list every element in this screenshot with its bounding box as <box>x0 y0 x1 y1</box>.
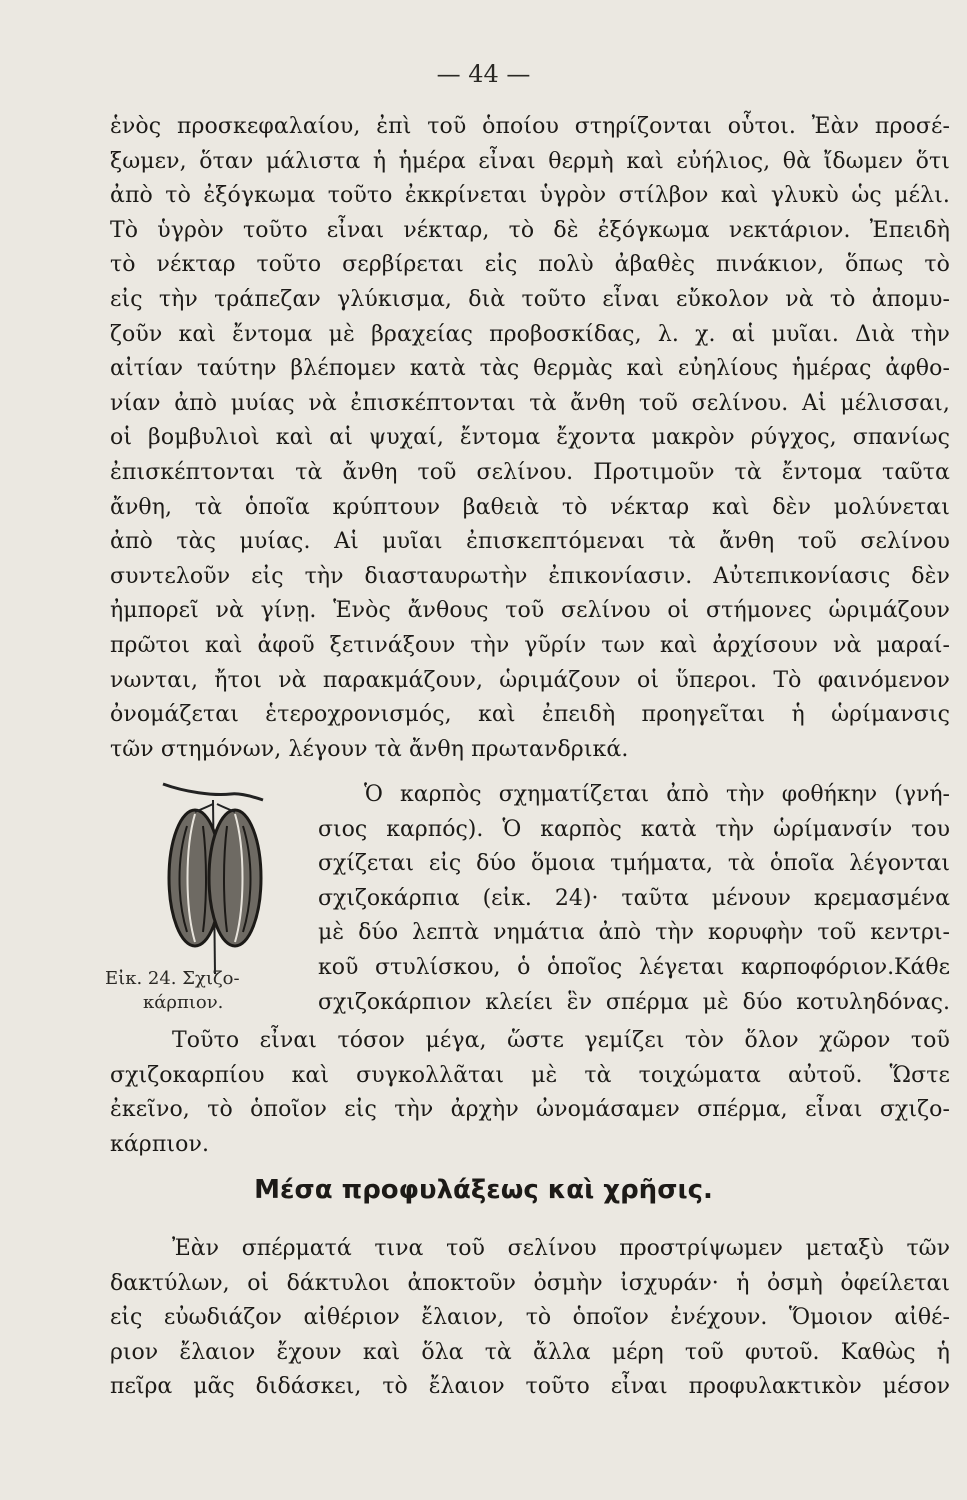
text-line: ὀνομάζεται ἑτεροχρονισμός, καὶ ἐπειδὴ προηγεῖται ἡ ὡρίμανσις <box>110 702 950 728</box>
text-line: ξωμεν, ὅταν μάλιστα ἡ ἡμέρα εἶναι θερμὴ καὶ εὐήλιος, θὰ ἴδωμεν ὅτι <box>110 148 950 174</box>
text-line: πεῖρα μᾶς διδάσκει, τὸ ἔλαιον τοῦτο εἶναι προφυλακτικὸν μέσον <box>110 1374 950 1400</box>
section-heading: Μέσα προφυλάξεως καὶ χρῆσις. <box>254 1175 713 1205</box>
text-line: ἐκεῖνο, τὸ ὁποῖον εἰς τὴν ἀρχὴν ὠνομάσαμεν σπέρμα, εἶναι σχιζο- <box>110 1097 950 1123</box>
text-line: οἱ βομβυλιοὶ καὶ αἱ ψυχαί, ἔντομα ἔχοντα μακρὸν ρύγχος, σπανίως <box>110 425 950 451</box>
text-line: Ὁ καρπὸς σχηματίζεται ἀπὸ τὴν φοθήκην (γνή- <box>364 782 950 807</box>
text-line: σχιζοκαρπίου καὶ συγκολλᾶται μὲ τὰ τοιχώματα αὐτοῦ. Ὥστε <box>110 1062 950 1088</box>
text-line: νίαν ἀπὸ μυίας νὰ ἐπισκέπτονται τὰ ἄνθη τοῦ σελίνου. Αἱ μέλισσαι, <box>110 390 950 416</box>
paragraph-2-side <box>318 778 950 1020</box>
text-line: ἐπισκέπτονται τὰ ἄνθη τοῦ σελίνου. Προτιμοῦν τὰ ἔντομα ταῦτα <box>110 459 950 485</box>
text-line: ἠμπορεῖ νὰ γίνῃ. Ἑνὸς ἄνθους τοῦ σελίνου οἱ στήμονες ὡριμάζουν <box>110 598 950 624</box>
paragraph-3 <box>110 1232 950 1405</box>
paragraph-1 <box>110 110 950 767</box>
paragraph-2-continued <box>110 1024 950 1162</box>
text-line: ἑνὸς προσκεφαλαίου, ἐπὶ τοῦ ὁποίου στηρίζονται οὗτοι. Ἐὰν προσέ- <box>110 114 950 139</box>
text-line: δακτύλων, οἱ δάκτυλοι ἀποκτοῦν ὀσμὴν ἰσχυράν· ἡ ὀσμὴ ὀφείλεται <box>110 1270 950 1296</box>
text-line: τὸ νέκταρ τοῦτο σερβίρεται εἰς πολὺ ἀβαθὲς πινάκιον, ὅπως τὸ <box>110 252 950 278</box>
text-line: Ἐὰν σπέρματά τινα τοῦ σελίνου προστρίψωμεν μεταξὺ τῶν <box>172 1236 950 1261</box>
text-line: Τὸ ὑγρὸν τοῦτο εἶναι νέκταρ, τὸ δὲ ἐξόγκωμα νεκτάριον. Ἐπειδὴ <box>110 217 950 243</box>
text-line: τῶν στημόνων, λέγουν τὰ ἄνθη πρωτανδρικά. <box>110 736 629 762</box>
text-line: ριον ἔλαιον ἔχουν καὶ ὅλα τὰ ἄλλα μέρη τοῦ φυτοῦ. Καθὼς ἡ <box>110 1339 950 1365</box>
text-line: Τοῦτο εἶναι τόσον μέγα, ὥστε γεμίζει τὸν ὅλον χῶρον τοῦ <box>172 1028 950 1053</box>
text-line: σχιζοκάρπια (εἰκ. 24)· ταῦτα μένουν κρεμασμένα <box>318 885 950 911</box>
text-line: μὲ δύο λεπτὰ νημάτια ἀπὸ τὴν κορυφὴν τοῦ κεντρι- <box>318 920 950 946</box>
text-line: κάρπιον. <box>110 1131 210 1157</box>
text-line: σχιζοκάρπιον κλείει ἓν σπέρμα μὲ δύο κοτυληδόνας. <box>318 989 950 1015</box>
text-line: συντελοῦν εἰς τὴν διασταυρωτὴν ἐπικονίασιν. Αὐτεπικονίασις δὲν <box>110 563 950 589</box>
text-line: ζοῦν καὶ ἔντομα μὲ βραχείας προβοσκίδας, λ. χ. αἱ μυῖαι. Διὰ τὴν <box>110 321 950 347</box>
text-line: ἄνθη, τὰ ὁποῖα κρύπτουν βαθειὰ τὸ νέκταρ καὶ δὲν μολύνεται <box>110 494 950 520</box>
text-line: σιος καρπός). Ὁ καρπὸς κατὰ τὴν ὡρίμανσίν του <box>318 816 950 842</box>
text-line: εἰς εὐωδιάζον αἰθέριον ἔλαιον, τὸ ὁποῖον ἐνέχουν. Ὅμοιον αἰθέ- <box>110 1305 950 1331</box>
text-line: κοῦ στυλίσκου, ὁ ὁποῖος λέγεται καρποφόριον.Κάθε <box>318 954 950 980</box>
text-line: ἀπὸ τὸ ἐξόγκωμα τοῦτο ἐκκρίνεται ὑγρὸν στίλβον καὶ γλυκὺ ὡς μέλι. <box>110 183 950 209</box>
figure-caption: Εἰκ. 24. Σχιζο- <box>105 968 240 989</box>
page-number: — 44 — <box>436 60 531 88</box>
text-line: αἰτίαν ταύτην βλέπομεν κατὰ τὰς θερμὰς καὶ εὐηλίους ἡμέρας ἀφθο- <box>110 356 950 382</box>
text-line: σχίζεται εἰς δύο ὅμοια τμήματα, τὰ ὁποῖα λέγονται <box>318 851 950 877</box>
text-line: νωνται, ἤτοι νὰ παρακμάζουν, ὡριμάζουν οἱ ὕπεροι. Τὸ φαινόμενον <box>110 667 950 693</box>
text-line: πρῶτοι καὶ ἀφοῦ ξετινάξουν τὴν γῦρίν των καὶ ἀρχίσουν νὰ μαραί- <box>110 632 950 658</box>
text-line: εἰς τὴν τράπεζαν γλύκισμα, διὰ τοῦτο εἶναι εὔκολον νὰ τὸ ἀπομυ- <box>110 286 950 312</box>
schizocarp-illustration <box>155 778 275 978</box>
figure-caption: κάρπιον. <box>143 992 224 1013</box>
text-line: ἀπὸ τὰς μυίας. Αἱ μυῖαι ἐπισκεπτόμεναι τὰ ἄνθη τοῦ σελίνου <box>110 529 950 555</box>
